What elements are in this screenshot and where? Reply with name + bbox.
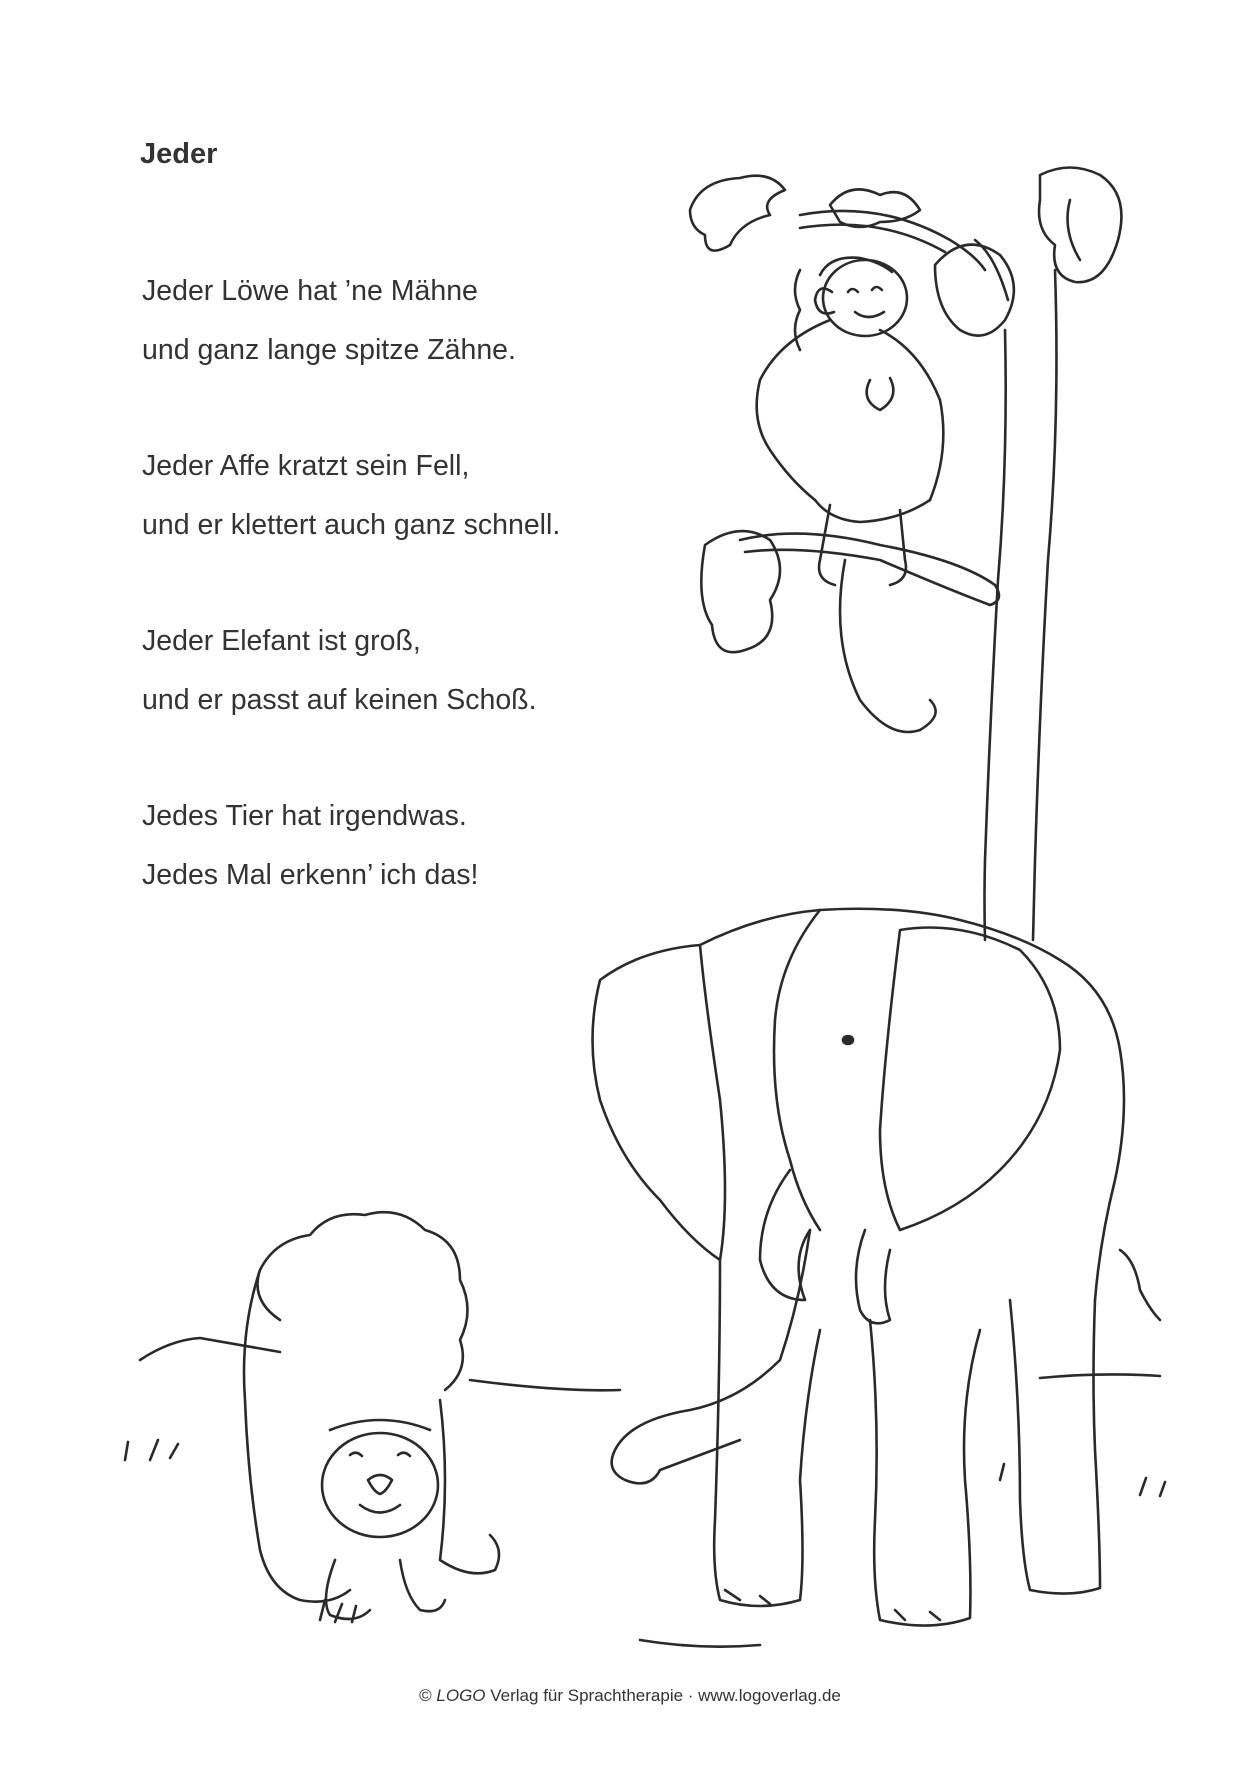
copyright-symbol: © (419, 1686, 432, 1705)
poem-line: Jeder Löwe hat ’ne Mähne (142, 275, 478, 307)
lion-icon (244, 1212, 499, 1619)
poem-line: Jeder Elefant ist groß, (142, 625, 421, 657)
publisher-text: Verlag für Sprachtherapie · www.logoverlag.de (490, 1686, 841, 1705)
poem-line: und er passt auf keinen Schoß. (142, 684, 537, 716)
elephant-icon (593, 909, 1161, 1626)
ground-lines (125, 1338, 1165, 1647)
poem-line: und ganz lange spitze Zähne. (142, 334, 516, 366)
poem-line: Jedes Mal erkenn’ ich das! (142, 859, 479, 891)
monkey-icon (757, 258, 944, 732)
poem-line: und er klettert auch ganz schnell. (142, 509, 561, 541)
tree-icon (690, 168, 1121, 941)
poem-line: Jeder Affe kratzt sein Fell, (142, 450, 470, 482)
poem-line: Jedes Tier hat irgendwas. (142, 800, 467, 832)
publisher-logo-text: LOGO (436, 1686, 486, 1705)
poem-title: Jeder (140, 138, 218, 170)
footer-credit (0, 1686, 1260, 1706)
